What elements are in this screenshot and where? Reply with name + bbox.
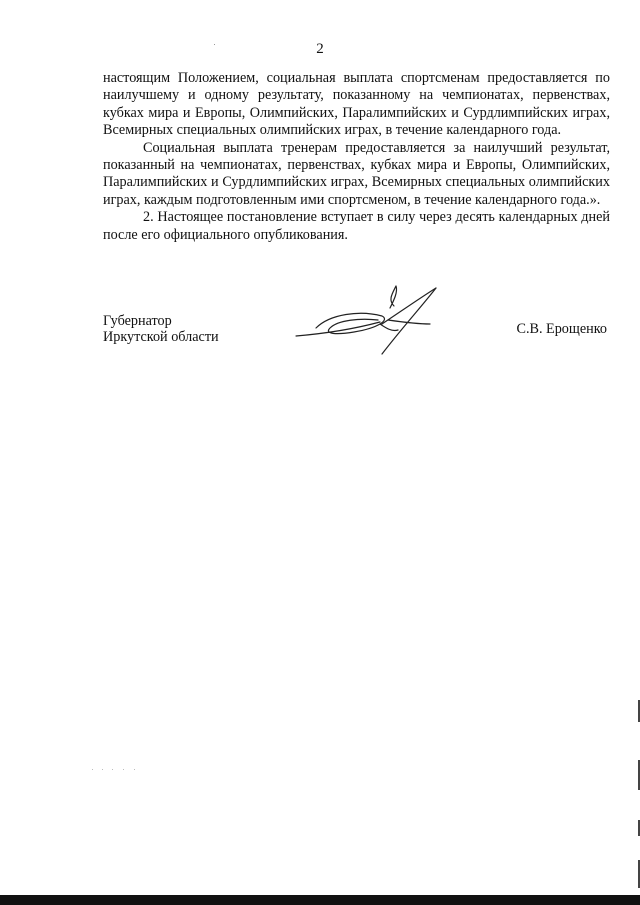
paragraph-effective-date: 2. Настоящее постановление вступает в силу через десять календарных дней после его официального опубликования. [103, 209, 610, 243]
page-number: 2 [316, 41, 324, 57]
signer-position: Губернатор [103, 313, 172, 329]
paragraph-continuation: настоящим Положением, социальная выплата спортсменам предоставляется по наилучшему и одному результату, показанному на чемпионатах, первенствах, кубках мира и Европы, Олимпийских, Паралимпийских и Сурдлимпийских играх, Всемирных специальных олимпийских играх, в течение календарного года. [103, 70, 610, 139]
signer-title [103, 313, 219, 345]
scan-bottom-edge [0, 895, 640, 905]
scan-specks [90, 767, 150, 773]
signer-name: С.В. Ерощенко [516, 321, 607, 337]
paragraph-trainers-payment: Социальная выплата тренерам предоставляется за наилучший результат, показанный на чемпионатах, первенствах, кубках мира и Европы, Олимпийских, Паралимпийских и Сурдлимпийских играх, Всемирных специальных олимпийских играх, каждым подготовленным ими спортсменом, в течение календарного года.». [103, 139, 610, 208]
handwritten-signature-icon [290, 284, 440, 356]
signer-region: Иркутской области [103, 329, 219, 345]
